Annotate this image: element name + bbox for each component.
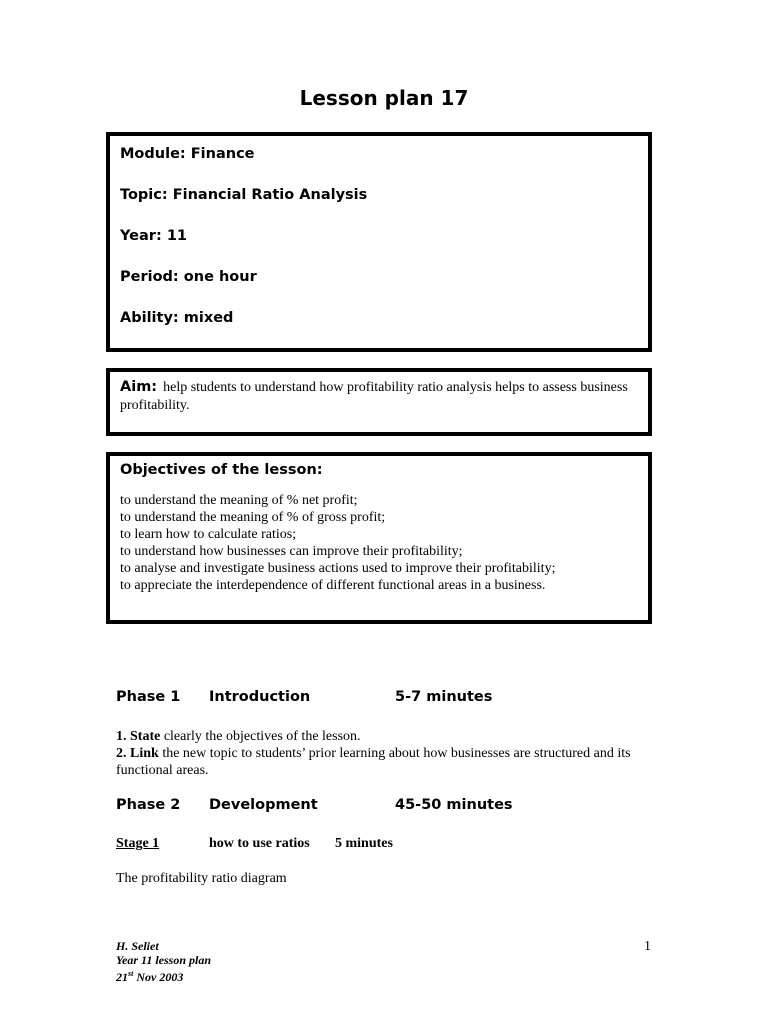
phase-1-steps (116, 728, 656, 779)
phase-1-heading: Phase 1 Introduction 5-7 minutes (116, 689, 493, 705)
lesson-info-box (106, 132, 652, 352)
objective-item: to understand the meaning of % net profit; (120, 493, 358, 508)
objectives-heading: Objectives of the lesson: (120, 462, 323, 478)
page-number: 1 (644, 939, 651, 954)
step-item: 2. Link the new topic to students’ prior learning about how businesses are structured and its functional areas. (116, 746, 631, 778)
info-topic: Topic: Financial Ratio Analysis (120, 187, 368, 203)
step-item: 1. State clearly the objectives of the lesson. (116, 729, 361, 744)
aim-text: help students to understand how profitability ratio analysis helps to assess business profitability. (120, 380, 628, 413)
info-period: Period: one hour (120, 269, 257, 285)
stage-1: Stage 1 how to use ratios 5 minutes (116, 836, 393, 851)
info-module: Module: Finance (120, 146, 255, 162)
aim-box (106, 368, 652, 436)
info-ability: Ability: mixed (120, 310, 234, 326)
page-footer (116, 939, 211, 984)
objective-item: to analyse and investigate business actions used to improve their profitability; (120, 561, 556, 576)
phase-2-heading: Phase 2 Development 45-50 minutes (116, 797, 513, 813)
objective-item: to understand the meaning of % of gross profit; (120, 510, 386, 525)
aim-label: Aim: (120, 379, 158, 395)
objectives-box (106, 452, 652, 624)
footer-plan: Year 11 lesson plan (116, 953, 212, 967)
footer-date: 21st Nov 2003 (116, 969, 184, 984)
footer-author: H. Seliet (116, 939, 159, 953)
info-year: Year: 11 (120, 228, 187, 244)
objective-item: to appreciate the interdependence of different functional areas in a business. (120, 578, 546, 593)
diagram-caption: The profitability ratio diagram (116, 871, 287, 886)
page-title: Lesson plan 17 (299, 86, 469, 110)
objective-item: to learn how to calculate ratios; (120, 527, 297, 542)
objective-item: to understand how businesses can improve their profitability; (120, 544, 463, 559)
